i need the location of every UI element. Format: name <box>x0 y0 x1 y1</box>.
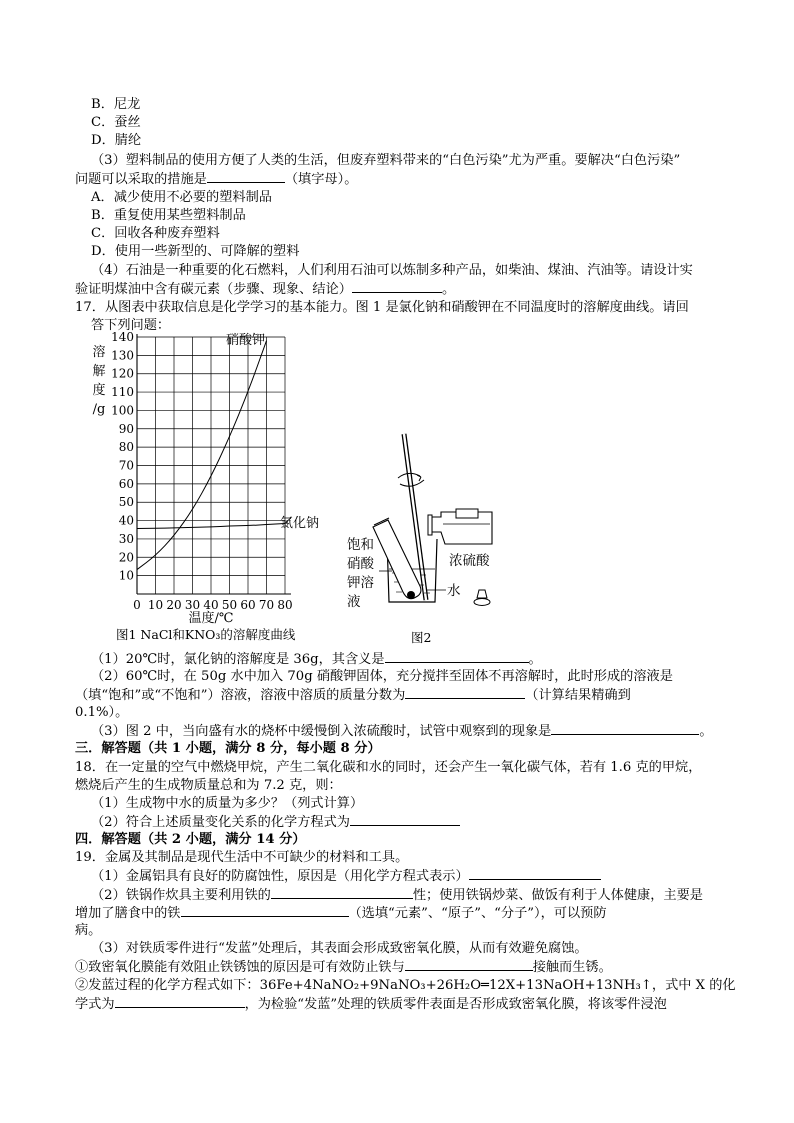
y-axis-title <box>92 344 105 417</box>
q19-part3-ii-text-end: ，为检验“发蓝”处理的铁质零件表面是否形成致密氧化膜，将该零件浸泡 <box>244 997 667 1012</box>
y-title-char: 溶 <box>92 345 106 360</box>
bottle-stopper <box>474 590 490 606</box>
option-c: C．蚕丝 <box>91 115 141 130</box>
label-line: 硝酸 <box>347 556 374 572</box>
x-tick-label: 40 <box>203 598 219 612</box>
x-tick-label: 60 <box>240 598 256 612</box>
q19-part3-i <box>75 958 612 976</box>
y-tick-label: 40 <box>118 513 134 528</box>
y-tick-label: 110 <box>111 385 134 400</box>
q19-part3-ii-text: 学式为 <box>75 997 115 1012</box>
figure1-caption: 图1 NaCl和KNO₃的溶解度曲线 <box>116 627 296 642</box>
option-b: B．尼龙 <box>91 97 141 112</box>
q16-option-d: D．使用一些新型的、可降解的塑料 <box>91 244 300 259</box>
answer-blank[interactable] <box>350 813 460 826</box>
test-tube <box>373 518 421 599</box>
q17-part2-text-end: （计算结果精确到 <box>525 688 631 703</box>
acid-bottle <box>428 509 492 544</box>
y-tick-label: 140 <box>111 332 134 344</box>
q16-part3-line1: （3）塑料制品的使用方便了人类的生活，但废弃塑料带来的“白色污染”尤为严重。要解决“白色污染” <box>91 153 681 168</box>
chart-grid <box>137 337 285 594</box>
x-tick-labels <box>133 598 292 612</box>
q16-part4-line2 <box>75 280 455 298</box>
q17-part1-text: （1）20℃时，氯化钠的溶解度是 36g，其含义是 <box>91 652 385 667</box>
q18-stem-line2: 燃烧后产生的生成物质量总和为 7.2 克，则： <box>75 778 342 793</box>
q19-part1-text: （1）金属铝具有良好的防腐蚀性，原因是（用化学方程式表示） <box>91 869 469 884</box>
q16-part3-text: 问题可以采取的措施是 <box>75 172 207 187</box>
q16-part4-text: 验证明煤油中含有碳元素（步骤、现象、结论） <box>75 282 352 297</box>
q16-option-b: B．重复使用某些塑料制品 <box>91 208 246 223</box>
label-water: 水 <box>447 583 461 599</box>
section4-heading: 四．解答题（共 2 小题，满分 14 分） <box>75 832 306 847</box>
x-tick-label: 10 <box>147 598 164 612</box>
q19-part2-text: （2）铁锅作炊具主要利用铁的 <box>91 888 271 903</box>
chart-axes <box>137 334 291 594</box>
x-tick-label: 30 <box>184 598 201 612</box>
q19-part3-ii-line2 <box>75 995 667 1013</box>
q17-part2-line2 <box>75 686 631 704</box>
x-tick-label: 80 <box>277 598 293 612</box>
answer-blank[interactable] <box>469 867 601 880</box>
q18-part1: （1）生成物中水的质量为多少？（列式计算） <box>91 796 364 811</box>
answer-blank[interactable] <box>271 886 413 899</box>
y-tick-labels <box>111 332 134 583</box>
y-tick-label: 50 <box>118 495 134 510</box>
q17-part3-text: （3）图 2 中，当向盛有水的烧杯中缓慢倒入浓硫酸时，试管中观察到的现象是 <box>91 724 552 739</box>
y-tick-label: 10 <box>118 568 134 583</box>
y-tick-label: 60 <box>118 476 134 491</box>
q17-part1 <box>91 650 542 668</box>
label-conc-acid: 浓硫酸 <box>449 553 490 569</box>
q16-part3-text-end: （填字母）。 <box>284 172 358 187</box>
y-tick-label: 130 <box>111 348 134 363</box>
q19-part2-text2: 增加了膳食中的铁 <box>75 906 181 921</box>
q17-part3-text-end: 。 <box>699 724 713 739</box>
section3-heading: 三．解答题（共 1 小题，满分 8 分，每小题 8 分） <box>75 741 381 756</box>
label-saturated-solution <box>347 537 374 610</box>
y-tick-label: 100 <box>111 403 134 418</box>
q17-stem-line1: 17．从图表中获取信息是化学学习的基本能力。图 1 是氯化钠和硝酸钾在不同温度时的溶解度曲线。请回 <box>75 300 689 315</box>
answer-blank[interactable] <box>385 650 529 663</box>
q16-option-a: A．减少使用不必要的塑料制品 <box>91 190 272 205</box>
q17-part2-line3: 0.1%）。 <box>75 705 129 720</box>
q19-part3-line1: （3）对铁质零件进行“发蓝”处理后，其表面会形成致密氧化膜，从而有效避免腐蚀。 <box>91 941 588 956</box>
answer-blank[interactable] <box>181 904 349 917</box>
q19-part1 <box>91 867 601 885</box>
x-tick-label: 0 <box>133 598 141 612</box>
series-line <box>137 341 267 570</box>
answer-blank[interactable] <box>352 280 442 293</box>
q19-part3-i-text-end: 接触而生锈。 <box>532 960 612 975</box>
q19-part3-i-text: ①致密氧化膜能有效阻止铁锈蚀的原因是可有效防止铁与 <box>75 960 405 975</box>
y-tick-label: 80 <box>118 440 134 455</box>
answer-blank[interactable] <box>115 995 245 1008</box>
q19-part2-line1 <box>91 886 703 904</box>
option-d: D．腈纶 <box>91 133 142 148</box>
answer-blank[interactable] <box>405 686 525 699</box>
q17-part2-text: （填“饱和”或“不饱和”）溶液，溶液中溶质的质量分数为 <box>75 688 406 703</box>
q18-stem-line1: 18．在一定量的空气中燃烧甲烷，产生二氧化碳和水的同时，还会产生一氧化碳气体，若有 1.6 克的甲烷， <box>75 760 702 775</box>
q19-stem: 19．金属及其制品是现代生活中不可缺少的材料和工具。 <box>75 850 409 865</box>
label-line: 饱和 <box>347 537 374 553</box>
x-tick-label: 20 <box>166 598 182 612</box>
q18-part2 <box>91 813 460 831</box>
q17-stem-line2: 答下列问题： <box>91 318 171 333</box>
q16-part3-line2 <box>75 170 357 188</box>
y-title-char: 度 <box>92 383 106 398</box>
apparatus-figure <box>340 432 515 650</box>
q18-part2-text: （2）符合上述质量变化关系的化学方程式为 <box>91 815 350 830</box>
y-tick-label: 20 <box>118 550 134 565</box>
q19-part2-line2 <box>75 904 607 922</box>
q17-part2-line1: （2）60℃时，在 50g 水中加入 70g 硝酸钾固体，充分搅拌至固体不再溶解时，此时形成的溶液是 <box>91 669 673 684</box>
y-tick-label: 30 <box>118 531 134 546</box>
y-tick-label: 120 <box>111 366 134 381</box>
q17-part1-text-end: 。 <box>528 652 542 667</box>
chart-series <box>137 341 291 570</box>
q19-part3-ii-line1: ②发蓝过程的化学方程式如下：36Fe+4NaNO₂+9NaNO₃+26H₂O═12X+13NaOH+13NH₃↑，式中 X 的化 <box>75 978 736 993</box>
answer-blank[interactable] <box>207 170 285 183</box>
label-line: 钾溶 <box>347 575 374 591</box>
x-axis-title: 温度/℃ <box>188 611 234 626</box>
q16-part4-line1: （4）石油是一种重要的化石燃料，人们利用石油可以炼制多种产品，如柴油、煤油、汽油等。请设计实 <box>91 263 693 278</box>
q16-part4-text-end: 。 <box>441 282 456 297</box>
figure2-caption: 图2 <box>411 630 432 645</box>
label-line: 液 <box>347 594 361 610</box>
y-title-char: /g <box>92 402 106 417</box>
y-title-char: 解 <box>92 364 106 379</box>
answer-blank[interactable] <box>551 722 699 735</box>
answer-blank[interactable] <box>405 958 533 971</box>
q19-part2-text2-end: （选填“元素”、“原子”、“分子”），可以预防 <box>348 906 607 921</box>
series-label-kno3: 硝酸钾 <box>226 333 266 348</box>
q19-part2-text-end: 性；使用铁锅炒菜、做饭有利于人体健康，主要是 <box>412 888 703 903</box>
q16-option-c: C．回收各种废弃塑料 <box>91 226 220 241</box>
y-tick-label: 70 <box>118 458 134 473</box>
q17-part3 <box>91 722 713 740</box>
series-label-nacl: 氯化钠 <box>280 516 320 531</box>
solubility-chart <box>85 332 345 650</box>
x-tick-label: 70 <box>258 598 275 612</box>
q19-part2-line3: 病。 <box>75 923 102 938</box>
x-tick-label: 50 <box>221 598 238 612</box>
y-tick-label: 90 <box>118 421 134 436</box>
